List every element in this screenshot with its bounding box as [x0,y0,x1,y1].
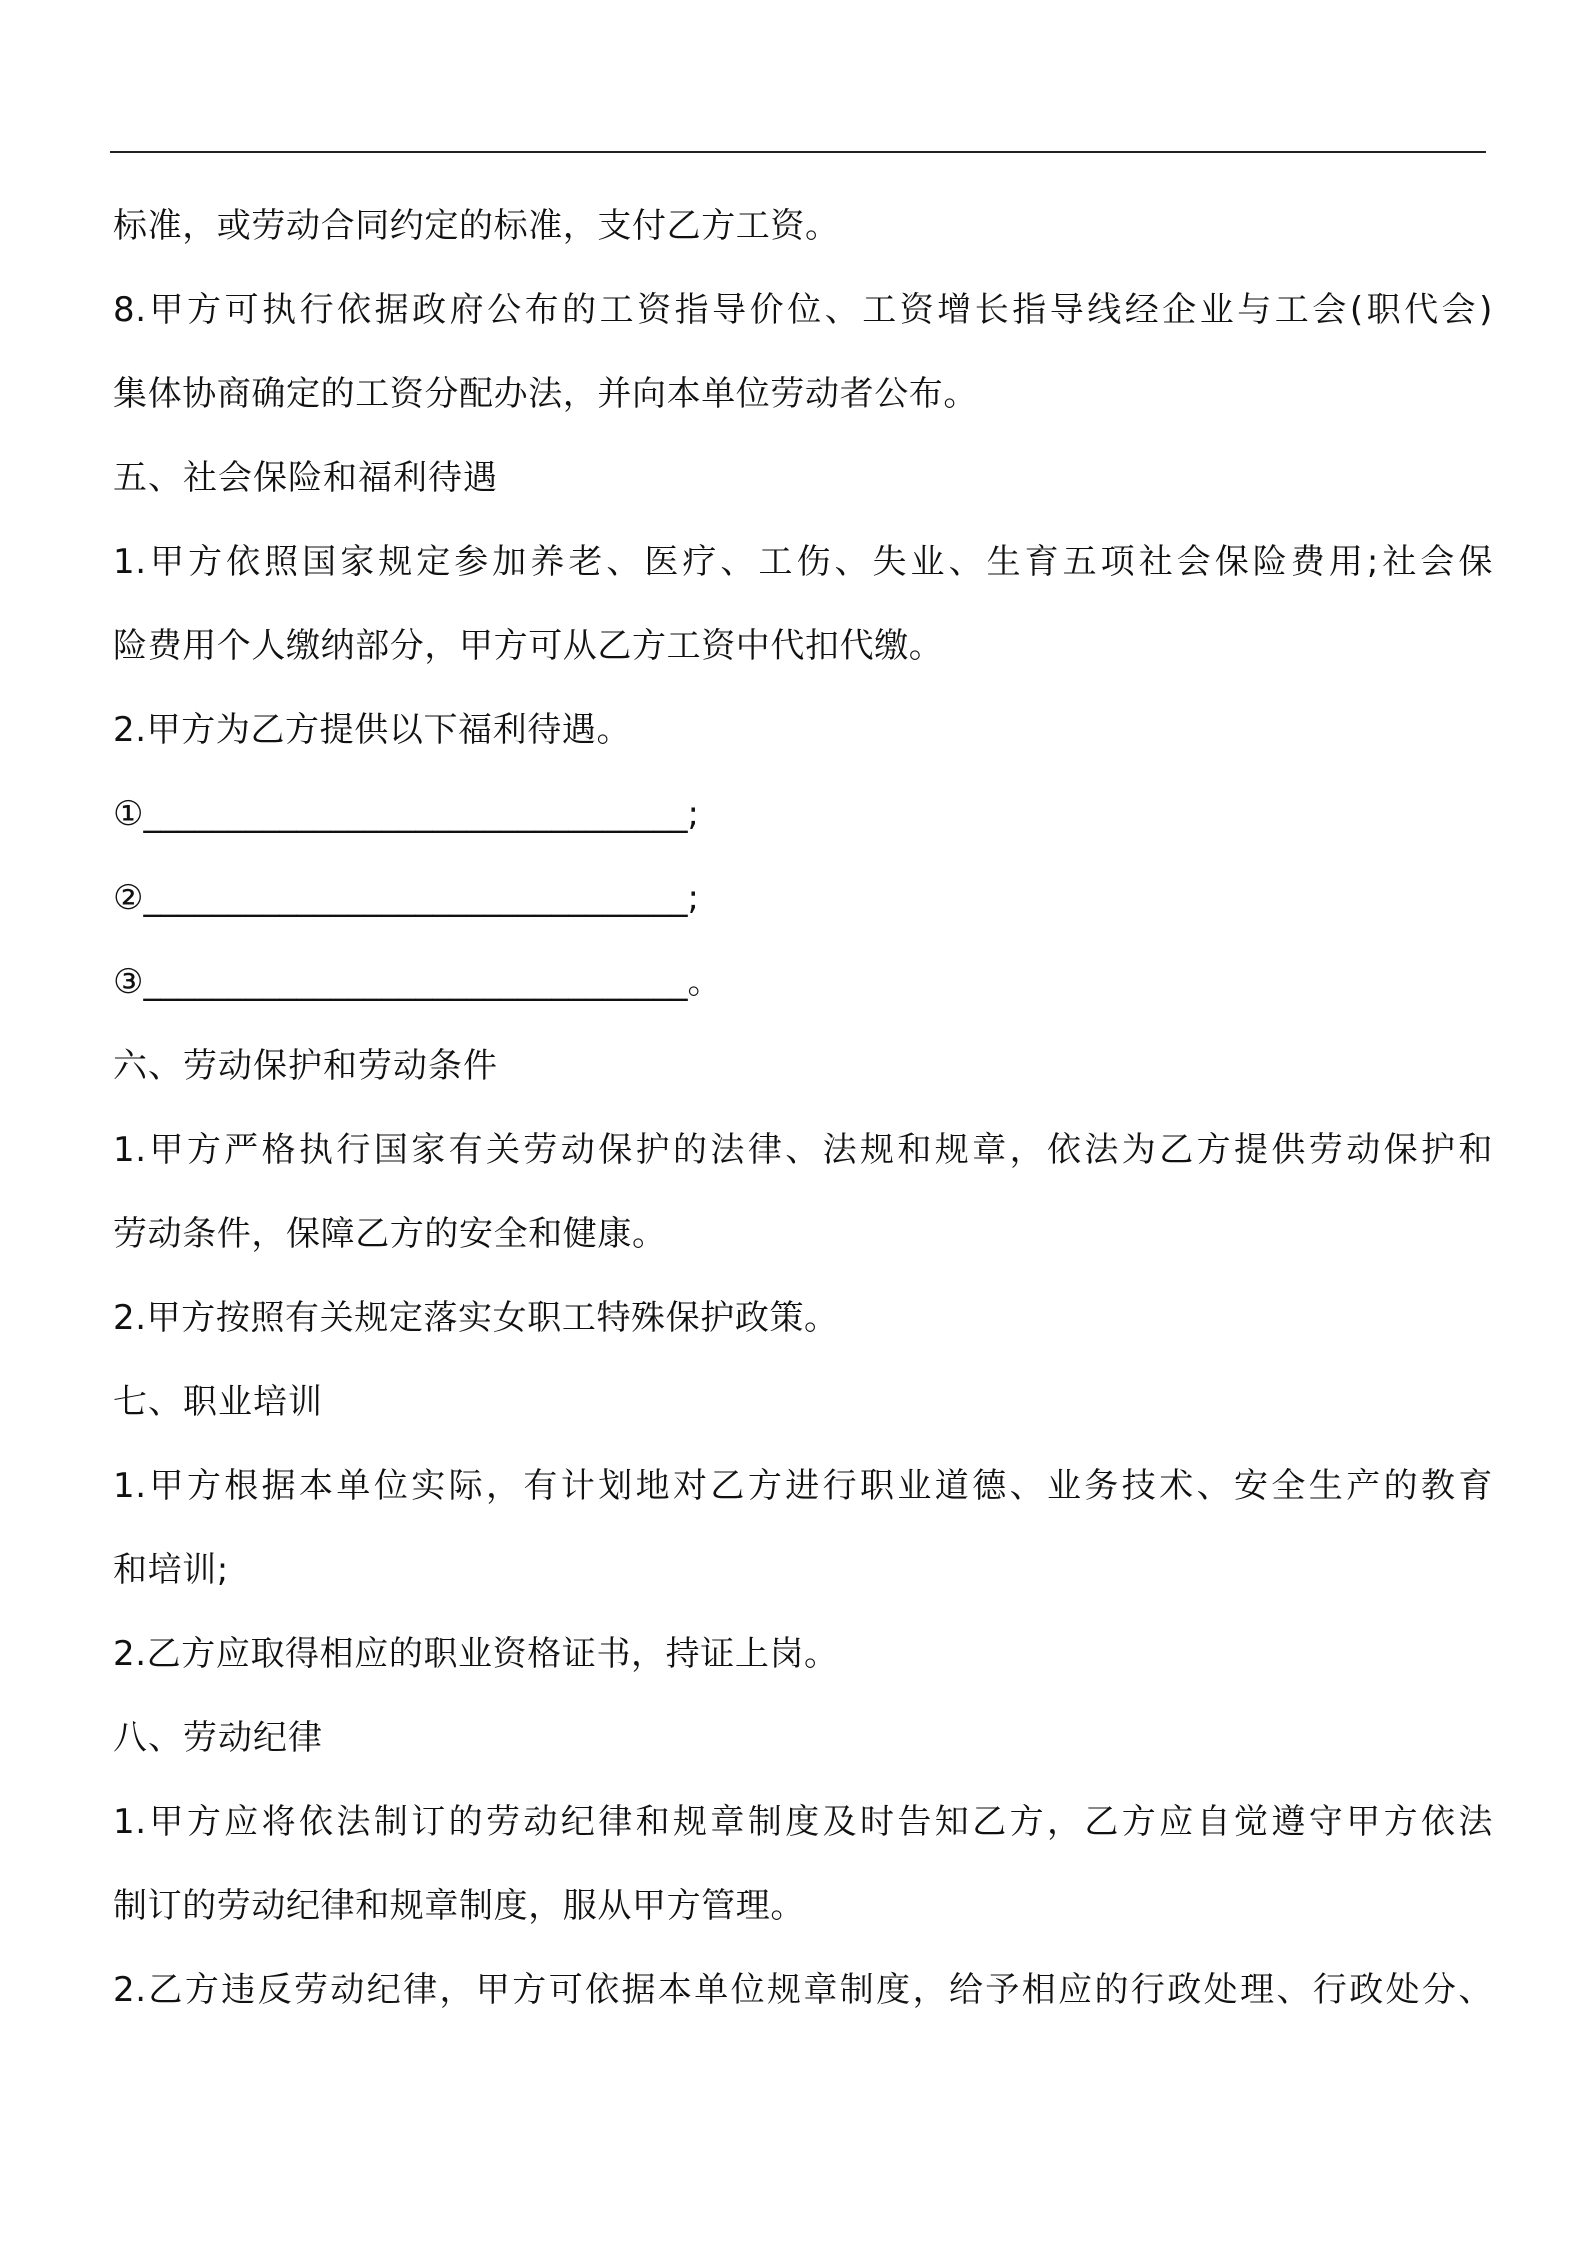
text-line: 2.乙方违反劳动纪律，甲方可依据本单位规章制度，给予相应的行政处理、行政处分、 [113,1970,1493,2010]
text-line: 制订的劳动纪律和规章制度，服从甲方管理。 [113,1886,805,1926]
text-line: 1.甲方根据本单位实际，有计划地对乙方进行职业道德、业务技术、安全生产的教育 [113,1466,1493,1506]
section-heading: 六、劳动保护和劳动条件 [113,1046,498,1086]
text-line: 集体协商确定的工资分配办法，并向本单位劳动者公布。 [113,374,978,414]
header-rule [110,151,1486,153]
text-line: 1.甲方严格执行国家有关劳动保护的法律、法规和规章，依法为乙方提供劳动保护和 [113,1130,1493,1170]
section-heading: 八、劳动纪律 [113,1718,323,1758]
fill-in-blank-line: ②________________________________; [113,878,699,918]
text-line: 2.甲方为乙方提供以下福利待遇。 [113,710,632,750]
text-line: 2.乙方应取得相应的职业资格证书，持证上岗。 [113,1634,839,1674]
text-line: 1.甲方依照国家规定参加养老、医疗、工伤、失业、生育五项社会保险费用;社会保 [113,542,1493,582]
text-line: 1.甲方应将依法制订的劳动纪律和规章制度及时告知乙方，乙方应自觉遵守甲方依法 [113,1802,1493,1842]
section-heading: 七、职业培训 [113,1382,323,1422]
fill-in-blank-line: ①________________________________; [113,794,699,834]
fill-in-blank-line: ③________________________________。 [113,962,722,1002]
document-body [113,196,1493,2044]
text-line: 标准，或劳动合同约定的标准，支付乙方工资。 [113,206,840,246]
text-line: 和培训; [113,1550,229,1590]
text-line: 险费用个人缴纳部分，甲方可从乙方工资中代扣代缴。 [113,626,944,666]
text-line: 劳动条件，保障乙方的安全和健康。 [113,1214,667,1254]
text-line: 8.甲方可执行依据政府公布的工资指导价位、工资增长指导线经企业与工会(职代会) [113,290,1493,330]
section-heading: 五、社会保险和福利待遇 [113,458,498,498]
text-line: 2.甲方按照有关规定落实女职工特殊保护政策。 [113,1298,839,1338]
